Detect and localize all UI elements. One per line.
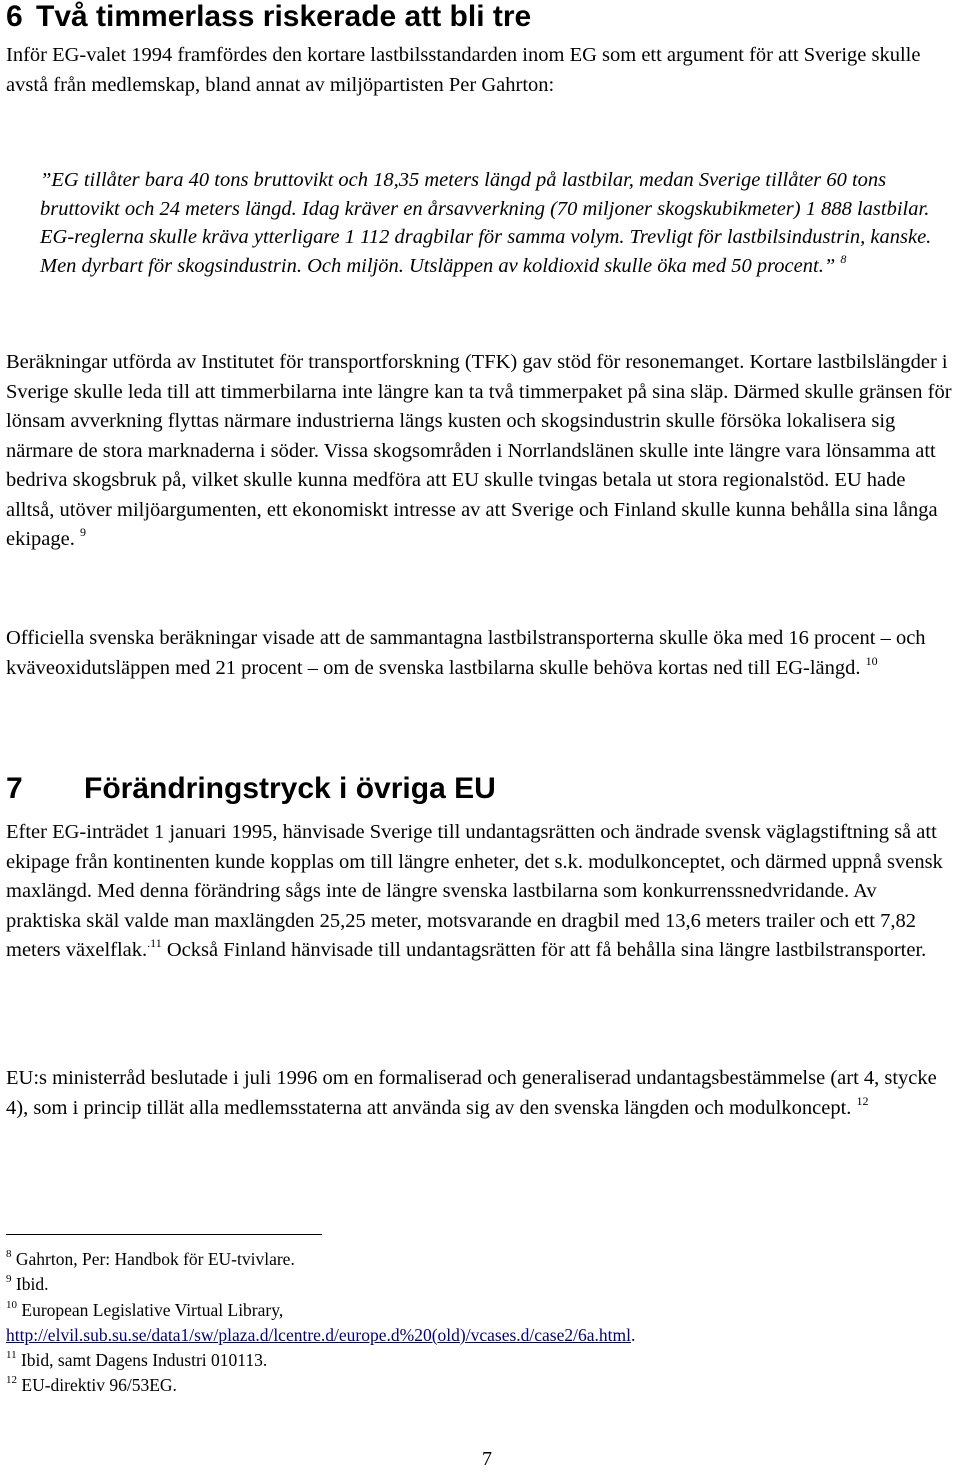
section-7-heading [6, 772, 496, 806]
footnote-text: EU-direktiv 96/53EG. [21, 1375, 177, 1396]
footnote-11 [6, 1348, 956, 1373]
gahrton-quote [6, 166, 956, 280]
footnote-separator [6, 1234, 322, 1235]
section-title: Förändringstryck i övriga EU [84, 772, 496, 805]
section-number: 6 [6, 0, 23, 33]
footnote-ref[interactable]: 8 [840, 251, 847, 266]
footnote-number: 8 [6, 1248, 12, 1260]
footnotes [6, 1247, 956, 1399]
page-number: 7 [482, 1448, 492, 1470]
footnote-ref[interactable]: 12 [856, 1093, 869, 1108]
footnote-text: European Legislative Virtual Library, [21, 1299, 284, 1320]
council-paragraph [6, 1064, 956, 1123]
paragraph-text: Beräkningar utförda av Institutet för transportforskning (TFK) gav stöd för resonemanget. Kortare lastbilslängder i Sverige skulle leda till att timmerbilarna inte längre kan ta två timmerpaket på sina släp. Därmed skulle gränsen för lönsam avverkning flyttas närmare industrierna längs kusten och skogsindustrin skulle försöka lokalisera sig närmare de stora marknaderna i söder. Vissa skogsområden i Norrlandslänen skulle inte längre vara lönsamma att bedriva skogsbruk på, vilket skulle kunna medföra att EU skulle tvingas betala ut stora regionalstöd. EU hade alltså, utöver miljöargumenten, ett ekonomiskt intresse av att Sverige och Finland skulle kunna behålla sina långa ekipage. [6, 351, 952, 550]
elvil-link[interactable]: http://elvil.sub.su.se/data1/sw/plaza.d/lcentre.d/europe.d%20(old)/vcases.d/case2/6a.html [6, 1324, 631, 1345]
footnote-9 [6, 1272, 956, 1297]
footnote-ref[interactable]: 10 [865, 653, 878, 668]
footnote-12 [6, 1373, 956, 1398]
paragraph-text-cont: Också Finland hänvisade till undantagsrätten för att få behålla sina längre lastbilstransporter. [161, 939, 927, 961]
footnote-number: 11 [6, 1349, 17, 1362]
section-number: 7 [6, 772, 23, 805]
official-calculations-paragraph [6, 624, 956, 683]
footnote-number: 10 [6, 1298, 17, 1311]
footnote-8 [6, 1247, 956, 1272]
paragraph-text: Officiella svenska beräkningar visade att de sammantagna lastbilstransporterna skulle öka med 16 procent – och kväveoxidutsläppen med 21 procent – om de svenska lastbilarna skulle behöva kortas ned till EG-längd. [6, 627, 926, 679]
paragraph-text: EU:s ministerråd beslutade i juli 1996 om en formaliserad och generaliserad undantagsbestämmelse (art 4, stycke 4), som i princip tillät alla medlemsstaterna att använda sig av den svenska längden och modulkoncept. [6, 1067, 937, 1119]
tfk-paragraph [6, 348, 956, 555]
quote-text: ”EG tillåter bara 40 tons bruttovikt och 18,35 meters längd på lastbilar, medan Sverige tillåter 60 tons bruttovikt och 24 meters längd. Idag kräver en årsavverkning (70 miljoner skogskubikmeter) 1 888 lastbilar. EG-reglerna skulle kräva ytterligare 1 112 dragbilar för samma volym. Trevligt för lastbilsindustrin, kanske. Men dyrbart för skogsindustrin. Och miljön. Utsläppen av koldioxid skulle öka med 50 procent.” [40, 169, 932, 277]
intro-paragraph: Inför EG-valet 1994 framfördes den kortare lastbilsstandarden inom EG som ett argument för att Sverige skulle avstå från medlemskap, bland annat av miljöpartisten Per Gahrton: [6, 44, 921, 96]
section-6-heading [6, 0, 531, 34]
footnote-number: 12 [6, 1374, 17, 1387]
section-title: Två timmerlass riskerade att bli tre [36, 0, 532, 33]
eg-entry-paragraph [6, 818, 956, 966]
footnote-ref[interactable]: .11 [147, 936, 162, 950]
footnote-text: Ibid. [15, 1274, 49, 1295]
footnote-number: 9 [6, 1273, 12, 1286]
footnote-10 [6, 1298, 956, 1349]
footnote-text: Gahrton, Per: Handbok för EU-tvivlare. [15, 1249, 295, 1269]
paragraph-text: Efter EG-inträdet 1 januari 1995, hänvisade Sverige till undantagsrätten och ändrade svensk väglagstiftning så att ekipage från kontinenten kunde kopplas om till längre enheter, det s.k. modulkonceptet, och därmed uppnå svensk maxlängd. Med denna förändring sågs inte de längre svenska lastbilarna som konkurrenssnedvridande. Av praktiska skäl valde man maxlängden 25,25 meter, motsvarande en dragbil med 13,6 meters trailer och ett 7,82 meters växelflak. [6, 821, 943, 961]
footnote-text: Ibid, samt Dagens Industri 010113. [20, 1350, 268, 1371]
footnote-ref[interactable]: 9 [80, 525, 86, 539]
footnote-text-end: . [630, 1324, 636, 1345]
